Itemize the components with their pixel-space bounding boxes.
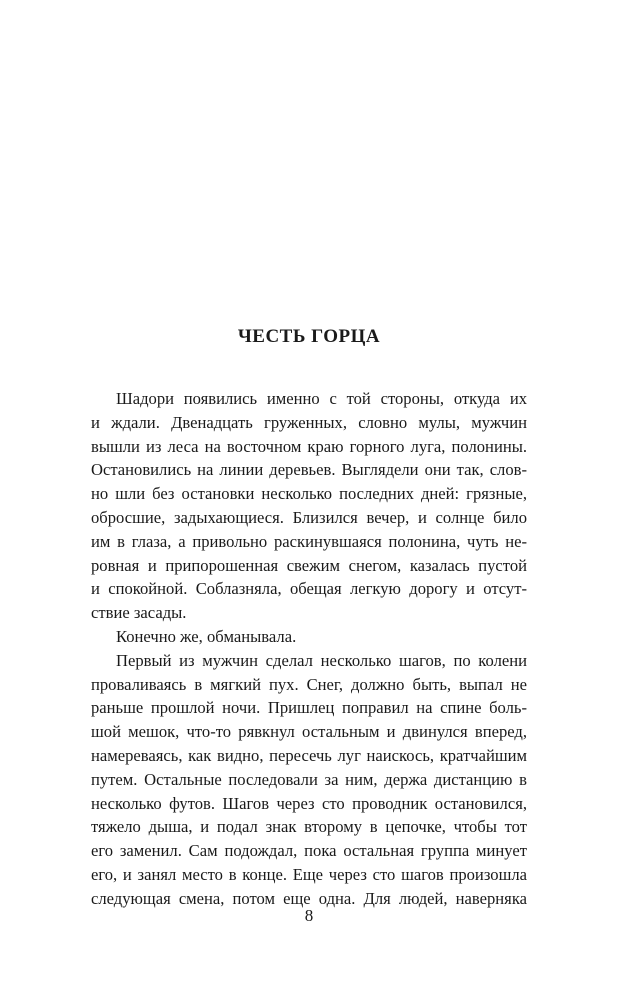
text-line: намереваясь, как видно, пересечь луг наискось, кратчайшим (91, 745, 527, 765)
text-line: шой мешок, что-то рявкнул остальным и двинулся вперед, (91, 722, 527, 742)
text-line: Шадори появились именно с той стороны, откуда их (116, 389, 527, 408)
text-line: ствие засады. (91, 603, 187, 623)
text-line: тяжело дыша, и подал знак второму в цепочке, чтобы тот (91, 817, 527, 837)
text-line: Конечно же, обманывала. (116, 626, 297, 646)
page-number: 8 (304, 906, 314, 925)
text-line: но шли без остановки несколько последних дней: грязные, (91, 484, 527, 504)
text-line: проваливаясь в мягкий пух. Снег, должно быть, выпал не (91, 674, 527, 694)
text-line: им в глаза, а привольно раскинувшаяся полонина, чуть не- (91, 531, 527, 551)
body-text (91, 387, 527, 911)
text-line: путем. Остальные последовали за ним, держа дистанцию в (91, 769, 527, 789)
text-line: следующая смена, потом еще одна. Для людей, наверняка (91, 888, 527, 908)
text-line: и спокойной. Соблазняла, обещая легкую дорогу и отсут- (91, 579, 527, 599)
text-line: раньше прошлой ночи. Пришлец поправил на спине боль- (91, 698, 527, 718)
text-line: его заменил. Сам подождал, пока остальная группа минует (91, 841, 527, 861)
text-line: вышли из леса на восточном краю горного луга, полонины. (91, 436, 527, 456)
text-line: несколько футов. Шагов через сто проводник остановился, (91, 793, 527, 813)
chapter-title: ЧЕСТЬ ГОРЦА (237, 326, 381, 347)
text-line: и ждали. Двенадцать груженных, словно мулы, мужчин (91, 412, 527, 432)
text-line: Первый из мужчин сделал несколько шагов, по колени (116, 650, 527, 670)
text-line: Остановились на линии деревьев. Выглядели они так, слов- (91, 460, 527, 480)
text-line: ровная и припорошенная свежим снегом, казалась пустой (91, 555, 527, 575)
text-line: обросшие, задыхающиеся. Близился вечер, и солнце било (91, 507, 527, 527)
text-line: его, и занял место в конце. Еще через сто шагов произошла (91, 864, 527, 884)
